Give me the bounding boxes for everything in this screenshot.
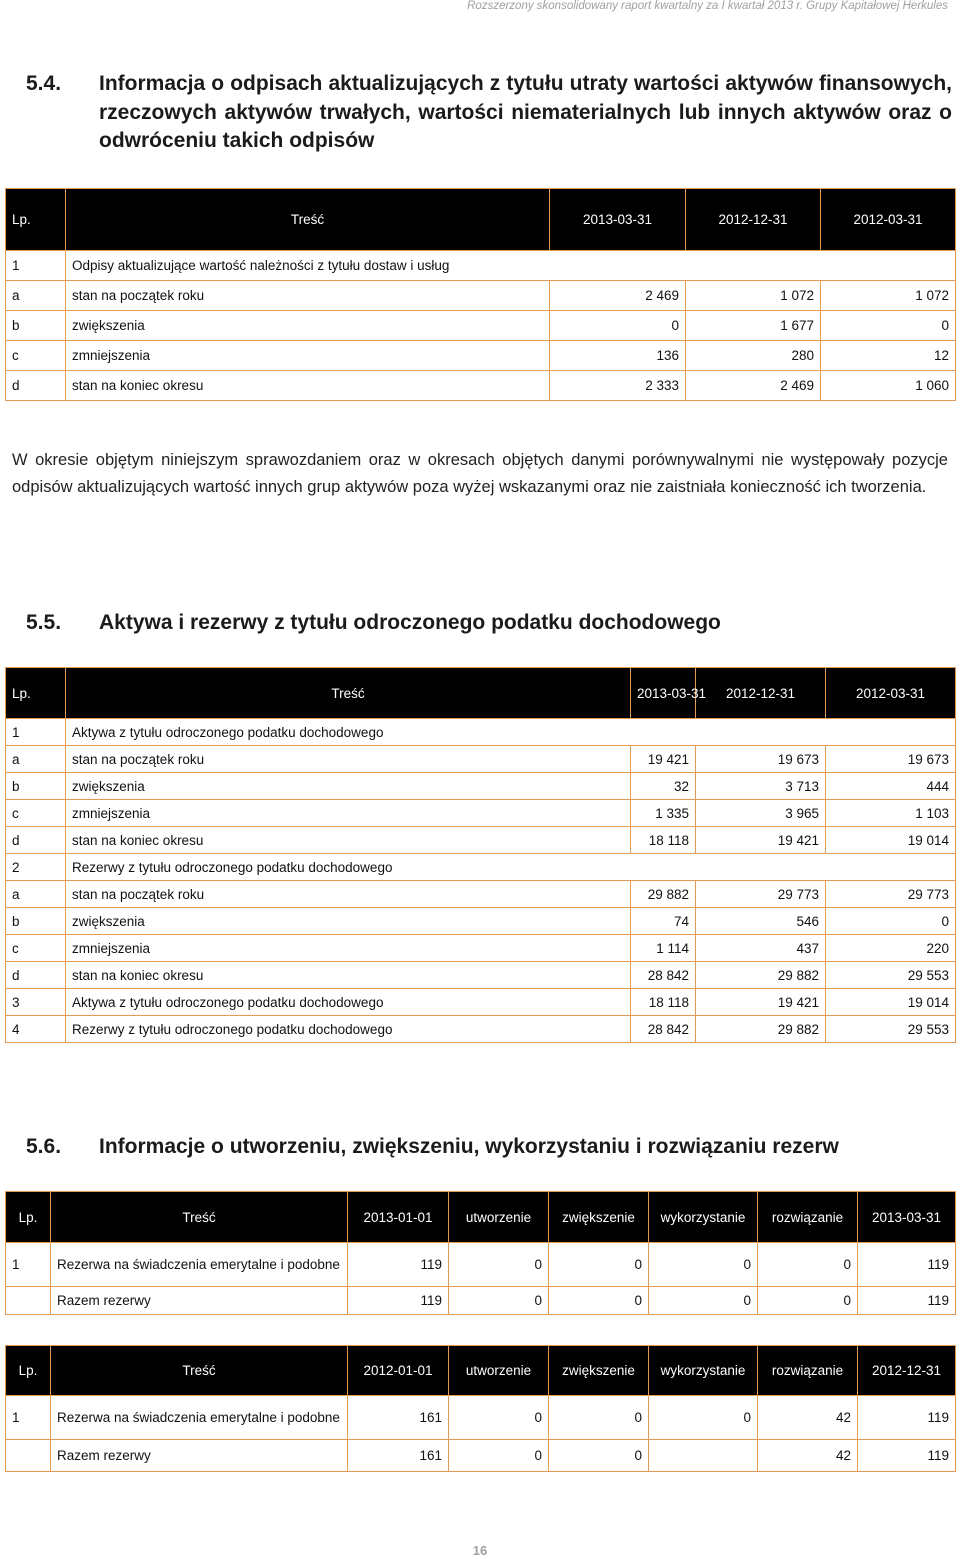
cell-lp: 4	[6, 1016, 66, 1043]
table-total-row	[6, 1440, 956, 1472]
cell-value: 19 421	[696, 989, 826, 1016]
cell-value: 119	[858, 1243, 956, 1287]
section-title: Aktywa i rezerwy z tytułu odroczonego podatku dochodowego	[99, 611, 721, 634]
col-header-lp: Lp.	[6, 668, 66, 719]
cell-value: 136	[550, 341, 686, 371]
table-row	[6, 962, 956, 989]
cell-value: 0	[649, 1396, 758, 1440]
cell-value: 74	[631, 908, 696, 935]
cell-label: Aktywa z tytułu odroczonego podatku dochodowego	[66, 989, 631, 1016]
col-header-release: rozwiązanie	[758, 1346, 858, 1396]
cell-value: 1 103	[826, 800, 956, 827]
cell-value: 220	[826, 935, 956, 962]
table-row	[6, 854, 956, 881]
section-number: 5.5.	[26, 611, 62, 634]
cell-value: 119	[348, 1243, 449, 1287]
cell-value: 19 421	[631, 746, 696, 773]
cell-label: Rezerwy z tytułu odroczonego podatku dochodowego	[66, 1016, 631, 1043]
cell-value: 3 965	[696, 800, 826, 827]
col-header-opening: 2013-01-01	[348, 1192, 449, 1243]
table-row	[6, 371, 956, 401]
table-row	[6, 800, 956, 827]
cell-value: 0	[550, 311, 686, 341]
col-header-tresc: Treść	[66, 668, 631, 719]
cell-label: Rezerwa na świadczenia emerytalne i podobne	[51, 1243, 348, 1287]
running-header: Rozszerzony skonsolidowany raport kwartalny za I kwartał 2013 r. Grupy Kapitałowej Herkules	[467, 0, 948, 12]
cell-value: 29 882	[631, 881, 696, 908]
table-row	[6, 881, 956, 908]
col-header-date: 2013-03-31	[631, 668, 696, 719]
table-row	[6, 827, 956, 854]
col-header-increase: zwiększenie	[549, 1192, 649, 1243]
cell-empty	[6, 1440, 51, 1472]
col-header-creation: utworzenie	[449, 1346, 549, 1396]
cell-label: Rezerwa na świadczenia emerytalne i podobne	[51, 1396, 348, 1440]
cell-empty	[649, 1440, 758, 1472]
cell-value: 0	[549, 1396, 649, 1440]
cell-value: 19 673	[826, 746, 956, 773]
cell-value: 119	[348, 1287, 449, 1315]
cell-value: 1 060	[821, 371, 956, 401]
cell-value: 546	[696, 908, 826, 935]
section-number: 5.6.	[26, 1135, 62, 1158]
cell-value: 12	[821, 341, 956, 371]
cell-label: zmniejszenia	[66, 935, 631, 962]
cell-label: zwiększenia	[66, 311, 550, 341]
table-header-row	[6, 668, 956, 719]
cell-lp: 1	[6, 719, 66, 746]
cell-lp: a	[6, 746, 66, 773]
table-header-row	[6, 189, 956, 251]
cell-value: 0	[449, 1396, 549, 1440]
cell-label: stan na koniec okresu	[66, 962, 631, 989]
cell-lp: 3	[6, 989, 66, 1016]
section-title: Informacja o odpisach aktualizujących z tytułu utraty wartości aktywów finansowych, rzeczowych aktywów trwałych, wartości niematerialnych lub innych aktywów oraz o odwróceniu takich odpisów	[99, 72, 952, 152]
table-row	[6, 1243, 956, 1287]
cell-empty	[6, 1287, 51, 1315]
cell-lp: 2	[6, 854, 66, 881]
cell-value: 28 842	[631, 962, 696, 989]
cell-value: 119	[858, 1287, 956, 1315]
cell-lp: c	[6, 935, 66, 962]
section-5-5-heading	[26, 609, 952, 638]
cell-value: 1 072	[686, 281, 821, 311]
cell-value: 42	[758, 1396, 858, 1440]
table-row	[6, 341, 956, 371]
section-number: 5.4.	[26, 72, 62, 95]
cell-label: zwiększenia	[66, 773, 631, 800]
cell-value: 29 773	[696, 881, 826, 908]
table-row	[6, 311, 956, 341]
col-header-closing: 2013-03-31	[858, 1192, 956, 1243]
cell-value: 0	[549, 1440, 649, 1472]
cell-label: stan na koniec okresu	[66, 827, 631, 854]
section-title: Informacje o utworzeniu, zwiększeniu, wykorzystaniu i rozwiązaniu rezerw	[99, 1135, 839, 1158]
cell-value: 19 421	[696, 827, 826, 854]
col-header-lp: Lp.	[6, 189, 66, 251]
cell-label: Razem rezerwy	[51, 1440, 348, 1472]
table-row	[6, 935, 956, 962]
col-header-tresc: Treść	[51, 1192, 348, 1243]
cell-label: stan na koniec okresu	[66, 371, 550, 401]
cell-label: stan na początek roku	[66, 281, 550, 311]
cell-value: 437	[696, 935, 826, 962]
col-header-increase: zwiększenie	[549, 1346, 649, 1396]
cell-value: 29 773	[826, 881, 956, 908]
cell-lp: b	[6, 311, 66, 341]
col-header-usage: wykorzystanie	[649, 1192, 758, 1243]
col-header-lp: Lp.	[6, 1346, 51, 1396]
cell-value: 0	[549, 1287, 649, 1315]
cell-label: Odpisy aktualizujące wartość należności z tytułu dostaw i usług	[66, 251, 956, 281]
cell-lp: b	[6, 773, 66, 800]
table-row	[6, 908, 956, 935]
col-header-date: 2013-03-31	[550, 189, 686, 251]
cell-lp: 1	[6, 251, 66, 281]
provisions-table-2013	[5, 1191, 956, 1315]
col-header-closing: 2012-12-31	[858, 1346, 956, 1396]
table-header-row	[6, 1346, 956, 1396]
cell-value: 29 553	[826, 1016, 956, 1043]
table-total-row	[6, 1287, 956, 1315]
col-header-date: 2012-12-31	[686, 189, 821, 251]
deferred-tax-table	[5, 667, 956, 1043]
col-header-tresc: Treść	[66, 189, 550, 251]
cell-value: 0	[826, 908, 956, 935]
cell-value: 0	[549, 1243, 649, 1287]
cell-value: 1 114	[631, 935, 696, 962]
cell-value: 161	[348, 1396, 449, 1440]
cell-lp: c	[6, 341, 66, 371]
cell-value: 1 335	[631, 800, 696, 827]
cell-value: 2 333	[550, 371, 686, 401]
cell-value: 18 118	[631, 827, 696, 854]
impairment-table	[5, 188, 956, 401]
cell-lp: d	[6, 371, 66, 401]
cell-value: 444	[826, 773, 956, 800]
cell-value: 0	[449, 1440, 549, 1472]
cell-lp: b	[6, 908, 66, 935]
table-row	[6, 773, 956, 800]
cell-value: 3 713	[696, 773, 826, 800]
cell-value: 0	[449, 1243, 549, 1287]
cell-value: 280	[686, 341, 821, 371]
cell-lp: c	[6, 800, 66, 827]
cell-value: 0	[758, 1287, 858, 1315]
cell-lp: d	[6, 962, 66, 989]
cell-label: zwiększenia	[66, 908, 631, 935]
col-header-date: 2012-12-31	[696, 668, 826, 719]
col-header-date: 2012-03-31	[821, 189, 956, 251]
table-row	[6, 746, 956, 773]
col-header-usage: wykorzystanie	[649, 1346, 758, 1396]
cell-value: 28 842	[631, 1016, 696, 1043]
cell-lp: 1	[6, 1243, 51, 1287]
cell-value: 1 072	[821, 281, 956, 311]
cell-lp: a	[6, 881, 66, 908]
cell-lp: 1	[6, 1396, 51, 1440]
cell-value: 19 014	[826, 827, 956, 854]
table-row	[6, 1016, 956, 1043]
cell-label: Razem rezerwy	[51, 1287, 348, 1315]
cell-value: 1 677	[686, 311, 821, 341]
cell-value: 18 118	[631, 989, 696, 1016]
col-header-release: rozwiązanie	[758, 1192, 858, 1243]
cell-value: 119	[858, 1396, 956, 1440]
cell-value: 161	[348, 1440, 449, 1472]
cell-value: 19 673	[696, 746, 826, 773]
cell-value: 32	[631, 773, 696, 800]
table-header-row	[6, 1192, 956, 1243]
cell-label: zmniejszenia	[66, 341, 550, 371]
col-header-creation: utworzenie	[449, 1192, 549, 1243]
page-number: 16	[472, 1543, 488, 1558]
cell-value: 29 882	[696, 962, 826, 989]
cell-value: 0	[758, 1243, 858, 1287]
cell-label: stan na początek roku	[66, 881, 631, 908]
cell-value: 29 553	[826, 962, 956, 989]
table-row	[6, 989, 956, 1016]
cell-value: 42	[758, 1440, 858, 1472]
cell-label: stan na początek roku	[66, 746, 631, 773]
cell-value: 119	[858, 1440, 956, 1472]
cell-value: 19 014	[826, 989, 956, 1016]
table-row	[6, 281, 956, 311]
section-5-6-heading	[26, 1133, 952, 1162]
col-header-tresc: Treść	[51, 1346, 348, 1396]
cell-lp: d	[6, 827, 66, 854]
table-row	[6, 251, 956, 281]
section-5-4-heading	[26, 70, 952, 156]
cell-value: 0	[449, 1287, 549, 1315]
impairment-paragraph: W okresie objętym niniejszym sprawozdaniem oraz w okresach objętych danymi porównywalnymi nie występowały pozycje odpisów aktualizujących wartość innych grup aktywów poza wyżej wskazanymi oraz nie zaistniała konieczność ich tworzenia.	[12, 450, 948, 496]
cell-lp: a	[6, 281, 66, 311]
cell-value: 0	[821, 311, 956, 341]
cell-value: 2 469	[550, 281, 686, 311]
col-header-lp: Lp.	[6, 1192, 51, 1243]
cell-value: 29 882	[696, 1016, 826, 1043]
col-header-opening: 2012-01-01	[348, 1346, 449, 1396]
cell-label: Aktywa z tytułu odroczonego podatku dochodowego	[66, 719, 956, 746]
cell-label: zmniejszenia	[66, 800, 631, 827]
provisions-table-2012	[5, 1345, 956, 1472]
col-header-date: 2012-03-31	[826, 668, 956, 719]
table-row	[6, 1396, 956, 1440]
cell-value: 0	[649, 1243, 758, 1287]
table-row	[6, 719, 956, 746]
cell-label: Rezerwy z tytułu odroczonego podatku dochodowego	[66, 854, 956, 881]
cell-value: 2 469	[686, 371, 821, 401]
cell-value: 0	[649, 1287, 758, 1315]
